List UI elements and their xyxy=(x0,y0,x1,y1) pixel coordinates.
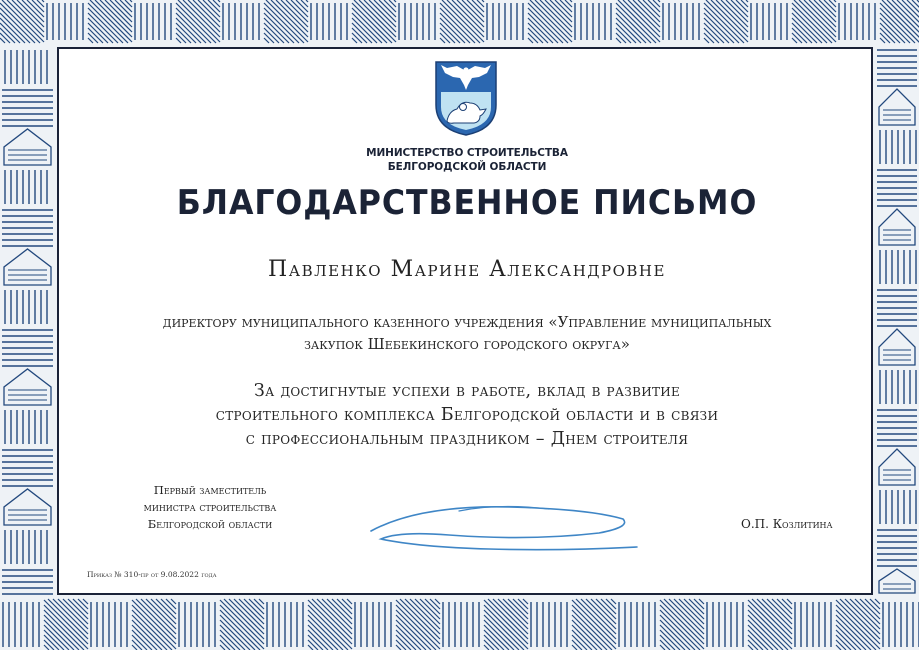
signer-title-line-3: Белгородской области xyxy=(147,517,273,531)
ministry-line-1: МИНИСТЕРСТВО СТРОИТЕЛЬСТВА xyxy=(366,147,568,159)
signer-title-line-2: министра строительства xyxy=(143,500,277,514)
reason-line-1: За достигнутые успехи в работе, вклад в развитие xyxy=(253,381,681,401)
signer-name: О.П. Козлитина xyxy=(741,517,833,531)
belgorod-emblem-icon xyxy=(433,59,499,137)
signer-title xyxy=(95,482,325,533)
order-reference: Приказ № 310-пр от 9.08.2022 года xyxy=(87,570,217,579)
document-title: БЛАГОДАРСТВЕННОЕ ПИСЬМО xyxy=(176,183,758,223)
signer-title-line-1: Первый заместитель xyxy=(153,483,267,497)
recipient-position xyxy=(59,311,875,355)
reason-line-2: строительного комплекса Белгородской области и в связи xyxy=(215,405,719,425)
recipient-name: Павленко Марине Александровне xyxy=(268,257,666,282)
certificate-panel xyxy=(57,47,873,595)
position-line-2: закупок Шебекинского городского округа» xyxy=(304,335,630,353)
handwritten-signature xyxy=(359,497,649,557)
award-reason xyxy=(59,379,875,451)
reason-line-3: с профессиональным праздником – Днем строителя xyxy=(245,429,689,449)
ministry-name xyxy=(59,146,875,174)
position-line-1: директору муниципального казенного учреждения «Управление муниципальных xyxy=(162,313,772,331)
ministry-line-2: БЕЛГОРОДСКОЙ ОБЛАСТИ xyxy=(387,161,547,173)
